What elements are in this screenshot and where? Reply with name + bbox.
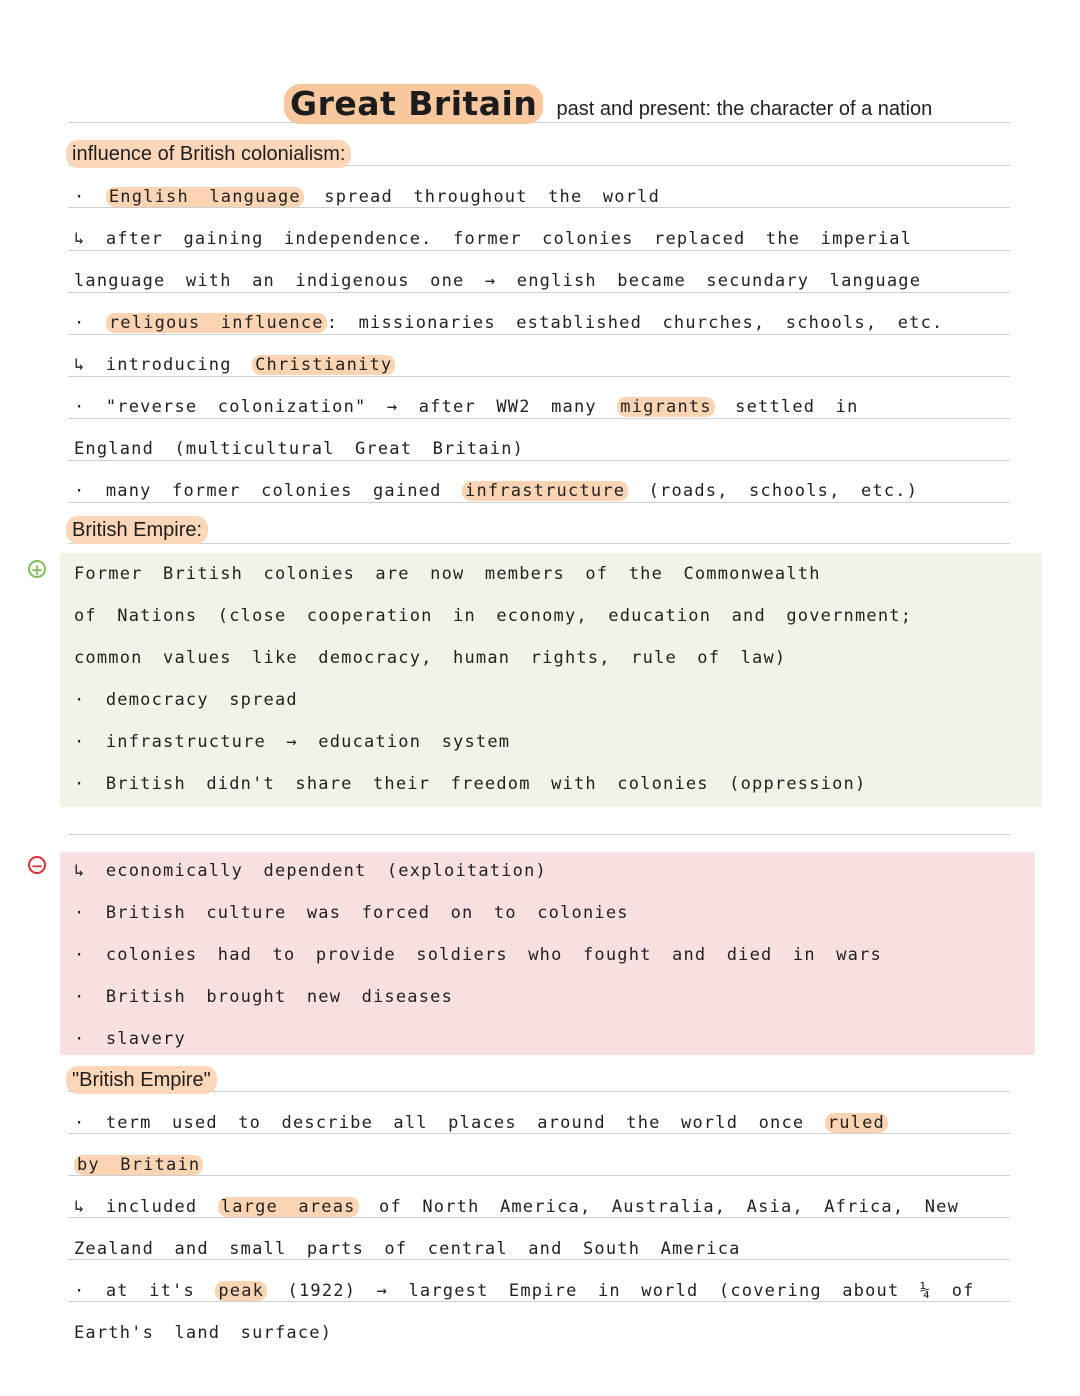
note-line: ↳ included large areas of North America, Australia, Asia, Africa, New — [74, 1197, 960, 1217]
pro-line: · democracy spread — [74, 690, 298, 710]
pros-panel — [60, 553, 1042, 807]
pro-line: Former British colonies are now members of the Commonwealth — [74, 564, 821, 584]
heading-empire-term: "British Empire" — [66, 1066, 217, 1094]
highlight: religous influence — [106, 313, 327, 333]
highlight: peak — [215, 1281, 267, 1301]
pro-line: common values like democracy, human rights, rule of law) — [74, 648, 787, 668]
pro-line: · British didn't share their freedom with colonies (oppression) — [74, 774, 867, 794]
heading-british-empire: British Empire: — [66, 516, 208, 544]
title-main: Great Britain — [284, 84, 543, 124]
con-line: · colonies had to provide soldiers who fought and died in wars — [74, 945, 882, 965]
pro-line: of Nations (close cooperation in economy, education and government; — [74, 606, 913, 626]
con-line: · British culture was forced on to colonies — [74, 903, 629, 923]
con-line: ↳ economically dependent (exploitation) — [74, 861, 547, 881]
note-line: · term used to describe all places around the world once ruled — [74, 1109, 1034, 1137]
con-line: · British brought new diseases — [74, 987, 454, 1007]
note-line: ↳ after gaining independence. former colonies replaced the imperial — [74, 229, 913, 249]
note-line: · "reverse colonization" → after WW2 many migrants settled in — [74, 397, 859, 417]
note-line: Earth's land surface) — [74, 1323, 333, 1343]
note-line: England (multicultural Great Britain) — [74, 439, 525, 459]
note-line: · religous influence : missionaries established churches, schools, etc. — [74, 313, 944, 333]
highlight: large areas — [218, 1197, 359, 1217]
highlight: English language — [106, 187, 304, 207]
heading-colonialism: influence of British colonialism: — [66, 140, 351, 168]
note-line: Zealand and small parts of central and South America — [74, 1239, 741, 1259]
con-line: · slavery — [74, 1029, 186, 1049]
highlight: Christianity — [252, 355, 395, 375]
note-line: · English language spread throughout the world — [74, 187, 661, 207]
page-title — [284, 84, 932, 128]
plus-icon: + — [28, 560, 46, 578]
highlight: infrastructure — [462, 481, 628, 501]
note-line: language with an indigenous one → english became secundary language — [74, 271, 922, 291]
minus-icon: − — [28, 856, 46, 874]
rule-line — [68, 834, 1010, 835]
note-line — [74, 1151, 1034, 1179]
highlight: migrants — [617, 397, 714, 417]
note-line: · at it's peak (1922) → largest Empire in world (covering about ¼ of — [74, 1281, 975, 1301]
highlight: by Britain — [74, 1155, 203, 1175]
title-subtitle: past and present: the character of a nation — [556, 98, 933, 120]
note-line: · many former colonies gained infrastructure (roads, schools, etc.) — [74, 481, 919, 501]
highlight: ruled — [825, 1113, 888, 1133]
rule-line — [68, 543, 1010, 544]
note-line: ↳ introducing Christianity — [74, 351, 1034, 379]
pro-line: · infrastructure → education system — [74, 732, 511, 752]
